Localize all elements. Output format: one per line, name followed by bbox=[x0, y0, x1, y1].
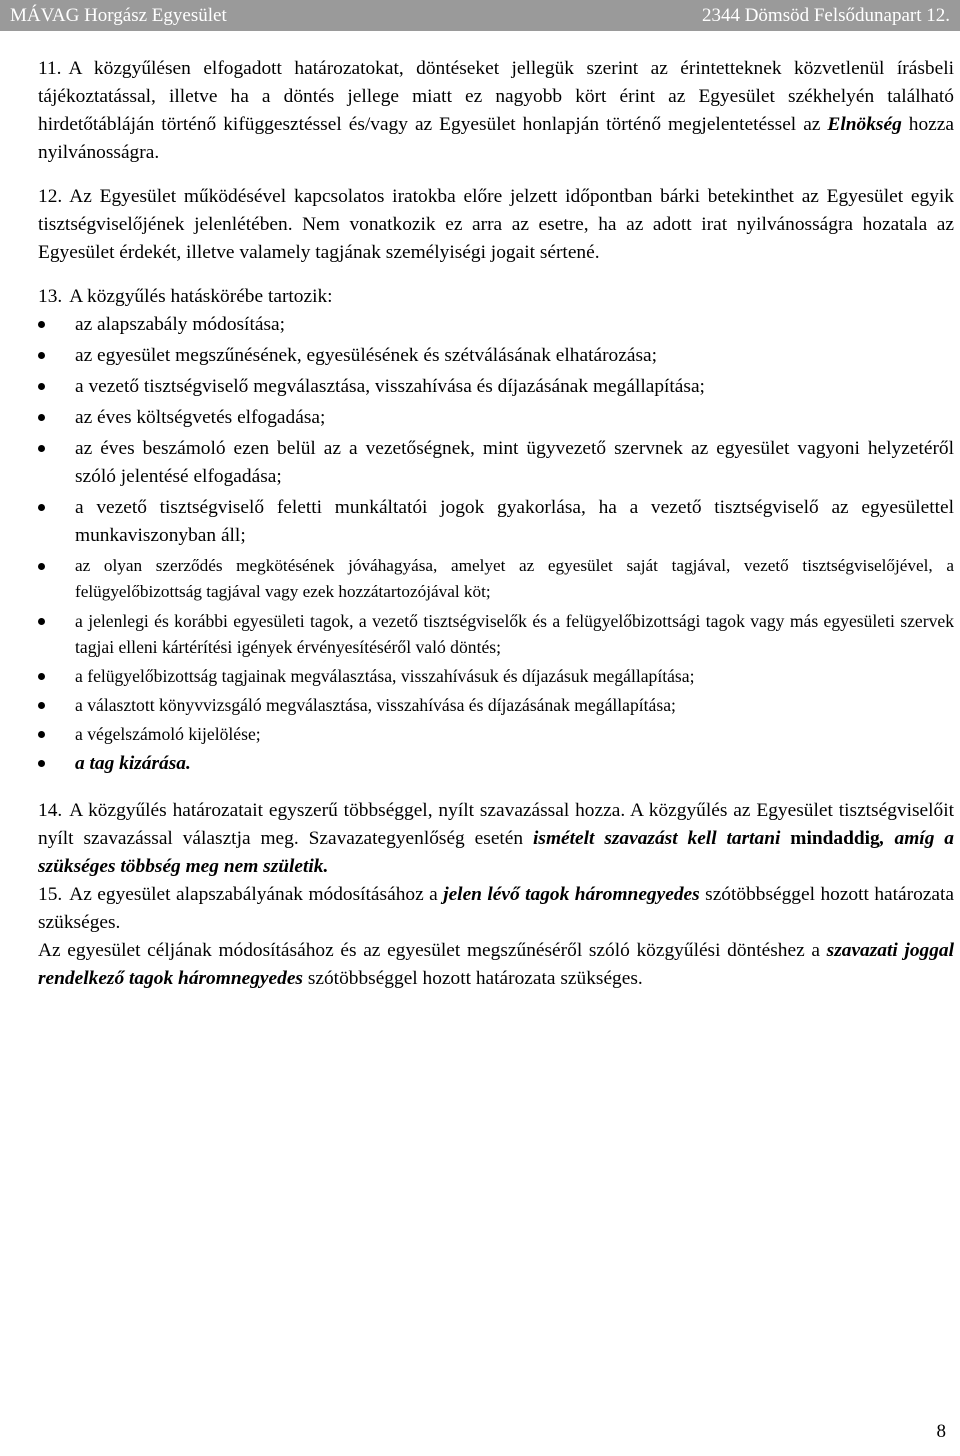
bullet-icon bbox=[38, 414, 45, 421]
section-11-text-b: hozza nyilvánosságra. bbox=[38, 114, 954, 163]
section-13-list bbox=[38, 311, 954, 778]
section-15-p2-emphasis: szavazati joggal rendelkező tagok háromnegyedes bbox=[38, 940, 954, 989]
list-item bbox=[38, 342, 954, 370]
section-14-emphasis-a: ismételt szavazást kell tartani bbox=[533, 828, 781, 849]
list-item bbox=[38, 750, 954, 778]
section-15-emphasis-a: jelen lévő tagok háromnegyedes bbox=[443, 884, 700, 905]
page-header bbox=[0, 0, 960, 31]
list-item-text: a választott könyvvizsgáló megválasztása, visszahívása és díjazásának megállapítása; bbox=[75, 695, 676, 715]
section-number: 14. bbox=[38, 800, 63, 821]
list-item-text: a vezető tisztségviselő feletti munkáltatói jogok gyakorlása, ha a vezető tisztségviselő az egyesülettel munkaviszonyban áll; bbox=[75, 497, 954, 546]
section-15-text-b: szótöbbséggel hozott határozata szükséges. bbox=[38, 884, 954, 933]
header-address: 2344 Dömsöd Felsődunapart 12. bbox=[701, 5, 950, 26]
section-14 bbox=[38, 797, 954, 881]
bullet-icon bbox=[38, 352, 45, 359]
section-14-text: A közgyűlés határozatait egyszerű többséggel, nyílt szavazással hozza. A közgyűlés az Egyesület tisztségviselőit nyílt szavazással választja meg. Szavazategyenlőség esetén bbox=[38, 800, 954, 849]
bullet-icon bbox=[38, 760, 45, 767]
bullet-icon bbox=[38, 618, 45, 625]
section-11-text-a: A közgyűlésen elfogadott határozatokat, döntéseket jellegük szerint az érintetteknek közvetlenül írásbeli tájékoztatással, illetve ha a döntés jellege miatt ez nagyobb kört érint az Egyesület székhelyén található hirdetőtábláján történő kifüggesztéssel és/vagy az Egyesület honlapján történő megjelentetéssel az bbox=[38, 58, 954, 135]
section-number: 13. bbox=[38, 286, 63, 307]
section-number: 15. bbox=[38, 884, 63, 905]
section-15-p2-text-b: szótöbbséggel hozott határozata szükséges. bbox=[302, 968, 643, 989]
section-15-p2-text-a: Az egyesület céljának módosításához és az egyesület megszűnéséről szóló közgyűlési döntéshez a bbox=[38, 940, 827, 961]
list-item-text: az egyesület megszűnésének, egyesülésének és szétválásának elhatározása; bbox=[75, 345, 657, 366]
bullet-icon bbox=[38, 673, 45, 680]
section-number: 11. bbox=[38, 58, 62, 79]
list-item-text: a tag kizárása. bbox=[75, 753, 191, 774]
document-body bbox=[38, 55, 954, 993]
section-15-paragraph-2 bbox=[38, 937, 954, 993]
section-11 bbox=[38, 55, 954, 167]
list-item bbox=[38, 494, 954, 550]
section-14-emphasis-c: , amíg a szükséges többség meg nem születik. bbox=[38, 828, 954, 877]
section-13-intro-text: A közgyűlés hatáskörébe tartozik: bbox=[69, 286, 333, 307]
list-item-text: a vezető tisztségviselő megválasztása, visszahívása és díjazásának megállapítása; bbox=[75, 376, 705, 397]
section-13-intro bbox=[38, 283, 954, 311]
list-item bbox=[38, 435, 954, 491]
list-item-text: a végelszámoló kijelölése; bbox=[75, 724, 261, 744]
list-item-text: az olyan szerződés megkötésének jóváhagyása, amelyet az egyesület saját tagjával, vezető tisztségviselőjével, a felügyelőbizottság tagjával vagy ezek hozzátartozójával köt; bbox=[75, 556, 954, 601]
list-item bbox=[38, 373, 954, 401]
list-item-text: az alapszabály módosítása; bbox=[75, 314, 285, 335]
section-14-bold-b: mindaddig bbox=[780, 828, 880, 849]
bullet-icon bbox=[38, 445, 45, 452]
bullet-icon bbox=[38, 383, 45, 390]
section-15 bbox=[38, 881, 954, 937]
section-12 bbox=[38, 183, 954, 267]
list-item bbox=[38, 553, 954, 605]
list-item bbox=[38, 311, 954, 339]
section-15-text-a: Az egyesület alapszabályának módosításához a bbox=[69, 884, 444, 905]
bullet-icon bbox=[38, 321, 45, 328]
page-number: 8 bbox=[936, 1421, 946, 1442]
section-number: 12. bbox=[38, 186, 63, 207]
header-organization: MÁVAG Horgász Egyesület bbox=[10, 5, 227, 26]
list-item-text: a jelenlegi és korábbi egyesületi tagok, a vezető tisztségviselők és a felügyelőbizottsági tagok vagy más egyesületi szervek tagjai elleni kártérítési igények érvényesítéséről való döntés; bbox=[75, 611, 954, 657]
list-item bbox=[38, 721, 954, 747]
list-item-text: az éves beszámoló ezen belül az a vezetőségnek, mint ügyvezető szervnek az egyesület vagyoni helyzetéről szóló jelentésé elfogadása; bbox=[75, 438, 954, 487]
bullet-icon bbox=[38, 504, 45, 511]
list-item bbox=[38, 608, 954, 660]
list-item bbox=[38, 663, 954, 689]
bullet-icon bbox=[38, 702, 45, 709]
bullet-icon bbox=[38, 731, 45, 738]
section-11-emphasis: Elnökség bbox=[827, 114, 902, 135]
bullet-icon bbox=[38, 563, 45, 570]
list-item-text: az éves költségvetés elfogadása; bbox=[75, 407, 326, 428]
list-item bbox=[38, 404, 954, 432]
section-12-text: Az Egyesület működésével kapcsolatos iratokba előre jelzett időpontban bárki betekinthet az Egyesület egyik tisztségviselőjének jelenlétében. Nem vonatkozik ez arra az esetre, ha az adott irat nyilvánosságra hozatala az Egyesület érdekét, illetve valamely tagjának személyiségi jogait sértené. bbox=[38, 186, 954, 263]
list-item-text: a felügyelőbizottság tagjainak megválasztása, visszahívásuk és díjazásuk megállapítása; bbox=[75, 666, 695, 686]
list-item bbox=[38, 692, 954, 718]
